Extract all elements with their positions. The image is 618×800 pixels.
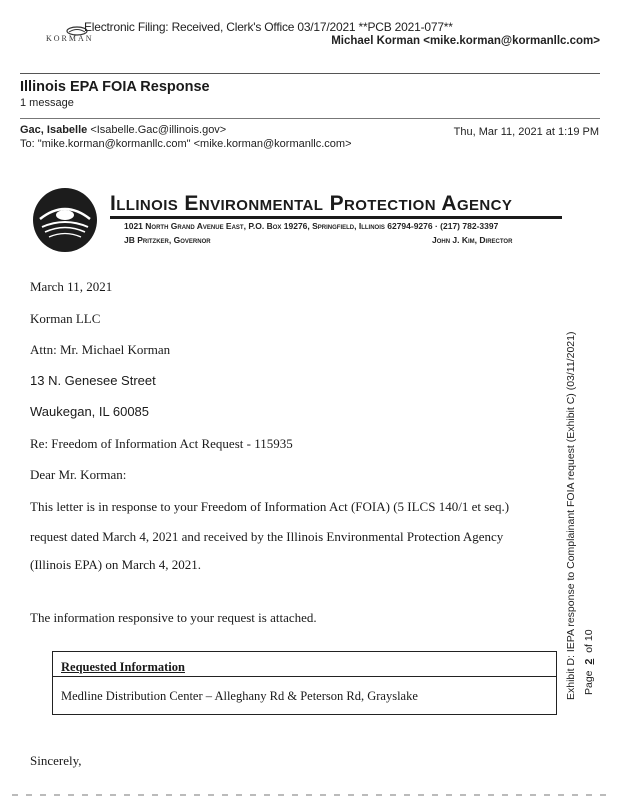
email-subject: Illinois EPA FOIA Response (20, 79, 210, 95)
sender-name: Gac, Isabelle (20, 124, 88, 136)
closing: Sincerely, (30, 753, 82, 768)
governor: JB Pritzker, Governor (124, 235, 211, 245)
exhibit-label: Exhibit D: IEPA response to Complainant FOIA request (Exhibit C) (03/11/2021) (565, 331, 577, 700)
scan-edge (12, 794, 606, 796)
divider (20, 118, 600, 119)
body-line: (Illinois EPA) on March 4, 2021. (30, 557, 202, 572)
agency-address: 1021 North Grand Avenue East, P.O. Box 19276, Springfield, Illinois 62794-9276 · (217) 782-3397 (124, 221, 499, 231)
agency-name: Illinois Environmental Protection Agency (110, 192, 513, 215)
attached-note: The information responsive to your request is attached. (30, 610, 317, 625)
divider (20, 73, 600, 74)
logo-text: KORMAN (46, 34, 94, 43)
filing-stamp: Electronic Filing: Received, Clerk's Office 03/17/2021 **PCB 2021-077** (84, 20, 453, 34)
requested-info-box (52, 651, 557, 715)
page-number: 2 (583, 658, 595, 665)
email-date: Thu, Mar 11, 2021 at 1:19 PM (453, 126, 599, 138)
letterhead-rule (110, 216, 562, 219)
body-line: This letter is in response to your Freedom of Information Act (FOIA) (5 ILCS 140/1 et seq.) (30, 499, 510, 514)
email-sender (20, 124, 226, 136)
body-line: request dated March 4, 2021 and received by the Illinois Environmental Protection Agency (30, 529, 504, 544)
email-to: To: "mike.korman@kormanllc.com" <mike.korman@kormanllc.com> (20, 138, 352, 150)
page-prefix: Page (583, 670, 595, 695)
re-line: Re: Freedom of Information Act Request - 115935 (30, 436, 293, 451)
city-address: Waukegan, IL 60085 (30, 404, 150, 419)
sender-email[interactable]: <Isabelle.Gac@illinois.gov> (90, 124, 227, 136)
exhibit-page (583, 629, 595, 695)
page-suffix: of 10 (583, 629, 595, 653)
message-count: 1 message (20, 97, 74, 109)
attn-line: Attn: Mr. Michael Korman (30, 342, 171, 357)
divider (53, 676, 556, 677)
recipient-company: Korman LLC (30, 311, 101, 326)
street-address: 13 N. Genesee Street (30, 373, 156, 388)
iepa-seal-icon (32, 187, 98, 253)
salutation: Dear Mr. Korman: (30, 467, 127, 482)
director: John J. Kim, Director (432, 235, 513, 245)
requested-info-header: Requested Information (61, 660, 185, 674)
letter-date: March 11, 2021 (30, 279, 113, 294)
requested-info-item: Medline Distribution Center – Alleghany Rd & Peterson Rd, Grayslake (61, 689, 418, 703)
mail-user: Michael Korman <mike.korman@kormanllc.com> (331, 35, 600, 47)
